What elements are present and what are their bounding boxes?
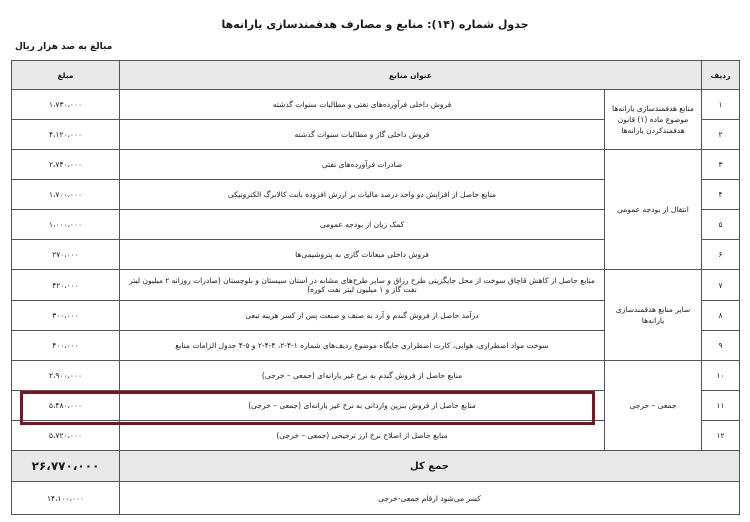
source-cell: کمک زیان از بودجه عمومی — [120, 210, 605, 240]
table-row — [12, 150, 740, 180]
source-cell: منابع حاصل از فروش بنزین وارداتی به نرخ غیر یارانه‌ای (جمعی – خرجی) — [120, 391, 605, 421]
deduction-amount: ۱۴،۱۰۰،۰۰۰ — [12, 482, 120, 515]
row-no: ۱ — [702, 90, 740, 120]
amount-cell: ۱،۰۰۰،۰۰۰ — [12, 210, 120, 240]
table-title: جدول شماره (۱۴): منابع و مصارف هدفمندسازی یارانه‌ها — [221, 18, 529, 31]
row-no: ۸ — [702, 301, 740, 331]
amount-cell: ۳۰۰،۰۰۰ — [12, 301, 120, 331]
amount-cell: ۵،۷۲۰،۰۰۰ — [12, 421, 120, 451]
header-source: عنوان منابع — [120, 61, 702, 90]
source-cell: فروش داخلی میعانات گازی به پتروشیمی‌ها — [120, 240, 605, 270]
amount-cell: ۲،۷۴۰،۰۰۰ — [12, 150, 120, 180]
highlight-box — [20, 391, 595, 425]
deduction-row — [12, 482, 740, 515]
amount-cell: ۴،۱۲۰،۰۰۰ — [12, 120, 120, 150]
group-cell: منابع هدفمندسازی یارانه‌ها موضوع ماده (۱) قانون هدفمندکردن یارانه‌ها — [605, 90, 702, 150]
header-amount: مبلغ — [12, 61, 120, 90]
deduction-label: کسر می‌شود ارقام جمعی-خرجی — [120, 482, 740, 515]
amount-cell: ۴۰۰،۰۰۰ — [12, 331, 120, 361]
table-row — [12, 90, 740, 120]
row-no: ۳ — [702, 150, 740, 180]
group-cell: انتقال از بودجه عمومی — [605, 150, 702, 270]
source-cell: صادرات فرآورده‌های نفتی — [120, 150, 605, 180]
header-row-no: ردیف — [702, 61, 740, 90]
total-label: جمع کل — [120, 451, 740, 482]
amount-cell: ۲۷۰،۰۰۰ — [12, 240, 120, 270]
row-no: ۴ — [702, 180, 740, 210]
row-no: ۲ — [702, 120, 740, 150]
header-row — [12, 61, 740, 90]
row-no: ۱۲ — [702, 421, 740, 451]
source-cell: منابع حاصل از افزایش دو واحد درصد مالیات بر ارزش افزوده بابت کالابرگ الکترونیکی — [120, 180, 605, 210]
row-no: ۷ — [702, 270, 740, 301]
resources-table — [11, 60, 740, 515]
group-cell: سایر منابع هدفمندسازی یارانه‌ها — [605, 270, 702, 361]
row-no: ۱۱ — [702, 391, 740, 421]
amount-cell: ۱،۷۳۰،۰۰۰ — [12, 90, 120, 120]
group-cell: جمعی – خرجی — [605, 361, 702, 451]
source-cell: فروش داخلی فرآورده‌های نفتی و مطالبات سنوات گذشته — [120, 90, 605, 120]
row-no: ۶ — [702, 240, 740, 270]
amount-cell: ۴۲۰،۰۰۰ — [12, 270, 120, 301]
source-cell: منابع حاصل از کاهش قاچاق سوخت از محل جایگزینی طرح رزاق و سایر طرح‌های مشابه در استان سیستان و بلوچستان (صادرات روزانه ۲ میلیون لیتر نفت گاز و ۱ میلیون لیتر نفت کوره) — [120, 270, 605, 301]
amount-cell: ۱،۷۰۰،۰۰۰ — [12, 180, 120, 210]
amount-cell: ۲،۹۰۰،۰۰۰ — [12, 361, 120, 391]
table-row — [12, 361, 740, 391]
total-row — [12, 451, 740, 482]
source-cell: سوخت مواد اضطراری، هوایی، کارت اضطراری جایگاه موضوع ردیف‌های شماره ۱-۴-۲، ۴-۴-۲ و ۵-۴ جدول الزامات منابع — [120, 331, 605, 361]
source-cell: درآمد حاصل از فروش گندم و آرد به صنف و صنعت پس از کسر هزینه تبعی — [120, 301, 605, 331]
row-no: ۹ — [702, 331, 740, 361]
source-cell: منابع حاصل از فروش گندم به نرخ غیر یارانه‌ای (جمعی – خرجی) — [120, 361, 605, 391]
amount-cell: ۵،۴۸۰،۰۰۰ — [12, 391, 120, 421]
unit-note: مبالغ به صد هزار ریال — [15, 42, 113, 52]
source-cell: منابع حاصل از اصلاح نرخ ارز ترجیحی (جمعی – خرجی) — [120, 421, 605, 451]
source-cell: فروش داخلی گاز و مطالبات سنوات گذشته — [120, 120, 605, 150]
table-row — [12, 270, 740, 301]
row-no: ۱۰ — [702, 361, 740, 391]
row-no: ۵ — [702, 210, 740, 240]
total-amount: ۲۶،۷۷۰،۰۰۰ — [12, 451, 120, 482]
